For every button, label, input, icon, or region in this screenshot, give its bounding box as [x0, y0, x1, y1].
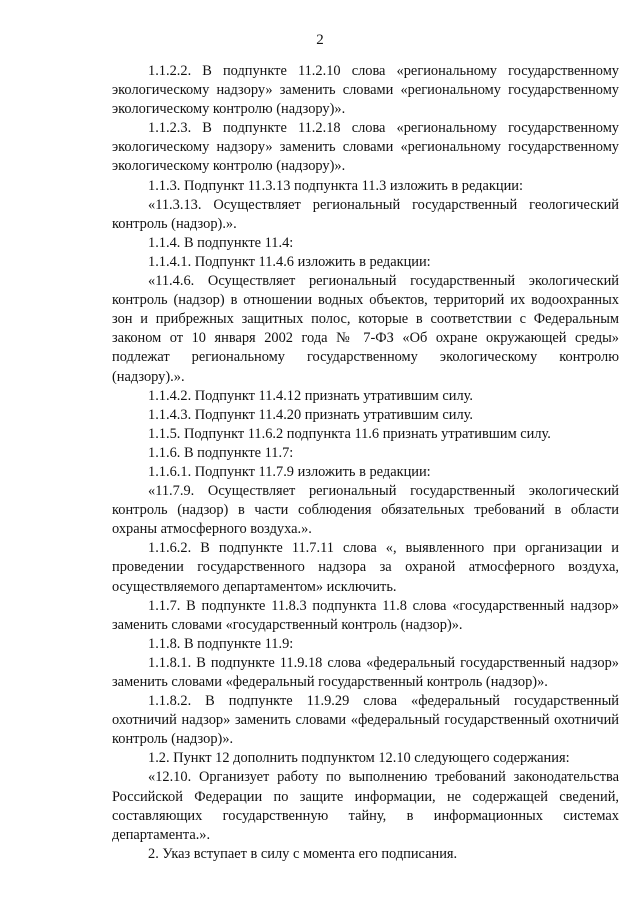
- paragraph-12-10-quote: «12.10. Организует работу по выполнению требований законодательства Российской Федерации по защите информации, не содержащей сведений, составляющих государственную тайну, в информационных системах департамента.».: [112, 769, 619, 843]
- paragraph-1-1-8-1: 1.1.8.1. В подпункте 11.9.18 слова «федеральный государственный надзор» заменить словами «федеральный государственный контроль (надзор)».: [112, 654, 619, 690]
- paragraph-11-7-9-quote: «11.7.9. Осуществляет региональный государственный экологический контроль (надзор) в части соблюдения обязательных требований в области охраны атмосферного воздуха.».: [112, 483, 619, 538]
- paragraph-2: 2. Указ вступает в силу с момента его подписания.: [148, 845, 458, 862]
- paragraph-1-1-6: 1.1.6. В подпункте 11.7:: [148, 444, 294, 461]
- paragraph-1-1-2-2: 1.1.2.2. В подпункте 11.2.10 слова «региональному государственному экологическому надзору» заменить словами «региональному государственному экологическому контролю (надзору)».: [112, 63, 619, 118]
- paragraph-1-1-2-3: 1.1.2.3. В подпункте 11.2.18 слова «региональному государственному экологическому надзору» заменить словами «региональному государственному экологическому контролю (надзору)».: [112, 120, 619, 175]
- paragraph-1-1-8: 1.1.8. В подпункте 11.9:: [148, 635, 294, 652]
- paragraph-1-2: 1.2. Пункт 12 дополнить подпунктом 12.10 следующего содержания:: [148, 750, 570, 767]
- paragraph-11-3-13-quote: «11.3.13. Осуществляет региональный государственный геологический контроль (надзор).».: [112, 196, 619, 232]
- paragraph-1-1-4-3: 1.1.4.3. Подпункт 11.4.20 признать утратившим силу.: [148, 406, 473, 423]
- page-number: 2: [316, 32, 324, 48]
- paragraph-1-1-6-2: 1.1.6.2. В подпункте 11.7.11 слова «, выявленного при организации и проведении государственного надзора за охраной атмосферного воздуха, осуществляемого департаментом» исключить.: [112, 540, 619, 595]
- paragraph-1-1-4: 1.1.4. В подпункте 11.4:: [148, 234, 294, 251]
- paragraph-1-1-3: 1.1.3. Подпункт 11.3.13 подпункта 11.3 изложить в редакции:: [148, 177, 523, 194]
- paragraph-1-1-6-1: 1.1.6.1. Подпункт 11.7.9 изложить в редакции:: [148, 463, 431, 480]
- paragraph-1-1-8-2: 1.1.8.2. В подпункте 11.9.29 слова «федеральный государственный охотничий надзор» заменить словами «федеральный государственный охотничий контроль (надзор)».: [112, 693, 619, 748]
- paragraph-1-1-7: 1.1.7. В подпункте 11.8.3 подпункта 11.8 слова «государственный надзор» заменить словами «государственный контроль (надзор)».: [112, 597, 619, 633]
- paragraph-1-1-4-2: 1.1.4.2. Подпункт 11.4.12 признать утратившим силу.: [148, 387, 473, 404]
- paragraph-1-1-4-1: 1.1.4.1. Подпункт 11.4.6 изложить в редакции:: [148, 253, 431, 270]
- paragraph-1-1-5: 1.1.5. Подпункт 11.6.2 подпункта 11.6 признать утратившим силу.: [148, 425, 551, 442]
- paragraph-11-4-6-quote: «11.4.6. Осуществляет региональный государственный экологический контроль (надзор) в отношении водных объектов, территорий их водоохранных зон и прибрежных защитных полос, которые в соответствии с Федеральным законом от 10 января 2002 года № 7-ФЗ «Об охране окружающей среды» подлежат региональному государственному экологическому контролю (надзору).».: [112, 273, 619, 385]
- document-body: [112, 62, 619, 864]
